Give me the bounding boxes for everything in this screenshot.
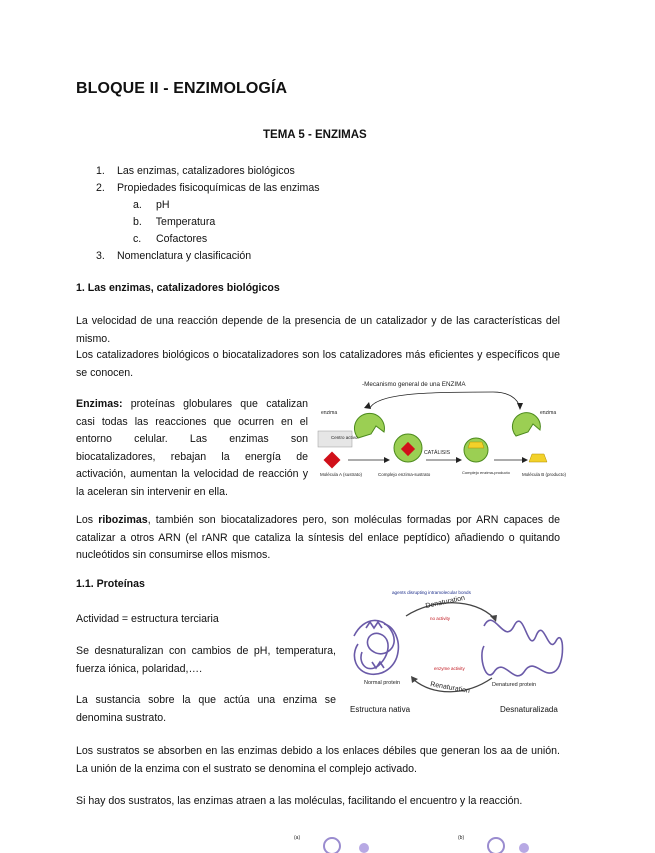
toc-number: 1. [96,165,105,177]
arrow-head-icon [384,457,390,463]
toc-item-1 [96,165,295,177]
paragraph-velocidad: La velocidad de una reacción depende de la presencia de un catalizador y de las características del mismo. [76,315,560,345]
product-in-complex [468,442,484,448]
label-renaturation: Renaturation [429,681,471,695]
paragraph-enzimas [76,396,308,501]
paragraph-actividad: Actividad = estructura terciaria [76,613,219,625]
protein-denaturation-figure [344,586,572,718]
paragraph-catalizadores: Los catalizadores biológicos o biocatalizadores son los catalizadores más eficientes y específicos que se conocen. [76,349,560,379]
term-ribozimas: ribozimas [98,514,148,526]
paragraph-sustancia: La sustancia sobre la que actúa una enzima se denomina sustrato. [76,694,336,724]
toc-label: Propiedades fisicoquímicas de las enzimas [116,182,320,194]
section-heading: 1. Las enzimas, catalizadores biológicos [76,282,280,294]
enzyme-product-complex-shape [464,438,488,462]
arrow-head-icon [517,403,523,410]
label-enzima-left: enzima [321,410,338,416]
toc-label: Temperatura [155,216,216,228]
label-complejo: Complejo enzima-sustrato [378,472,431,477]
label-desnaturalizada: Desnaturalizada [500,705,558,714]
protein-blob-a2 [359,843,369,853]
enzyme-mechanism-diagram [318,378,567,496]
protein-blob-b [488,838,504,853]
toc-subitem-a [133,199,170,211]
enzyme-shape-right [512,413,540,436]
ribo-prefix: Los [76,514,99,526]
toc-label: Las enzimas, catalizadores biológicos [116,165,295,177]
protein-blob-a [324,838,340,853]
label-denaturation: Denaturation [424,594,466,610]
arrow-head-icon [364,402,371,409]
definition-enzimas: proteínas globulares que catalizan casi todas las reacciones que ocurren en el entorno celular. Las enzimas son biocatalizadores, rebajan la energía de activación, aumentan la velocidad de reacción y la aceleran sin intervenir en ella. [76,398,308,498]
caption-top: agents disrupting intramolecular bonds [392,590,471,595]
label-normal-protein: Normal protein [364,680,401,686]
label-molecula-b: Molécula B (producto) [522,472,567,477]
mechanism-title: -Mecanismo general de una ENZIMA [362,381,466,388]
label-estructura-nativa: Estructura nativa [350,705,411,714]
bottom-figure-graphic [286,830,556,848]
label-enzima-right: enzima [540,410,557,416]
label-complejo-ep: Complejo enzima-producto [462,470,510,475]
paragraph-desnaturalizan: Se desnaturalizan con cambios de pH, temperatura, fuerza iónica, polaridad,…. [76,645,336,675]
toc-label: Nomenclatura y clasificación [116,250,252,262]
paragraph-sustratos: Los sustratos se absorben en las enzimas debido a los enlaces débiles que generan los aa de unión. La unión de la enzima con el sustrato se denomina el complejo activado. [76,745,560,775]
paragraph-ribozimas [76,512,560,565]
label-no-activity: no activity [430,616,451,621]
label-b: (b) [458,835,465,841]
product-b-shape [529,454,547,462]
toc-letter: a. [133,199,142,211]
page-title: BLOQUE II - ENZIMOLOGÍA [76,80,288,97]
paragraph-dos-sustratos: Si hay dos sustratos, las enzimas atraen a las moléculas, facilitando el encuentro y la reacción. [76,795,523,807]
enzyme-shape-left [354,413,384,438]
label-enzyme-activity: enzyme activity [434,666,465,671]
protein-denaturation-diagram [344,586,572,718]
arrow-head-icon [456,457,462,463]
term-enzimas: Enzimas: [76,398,123,410]
label-centro-activo: Centro activo [331,435,358,440]
substrate-a-shape [324,452,341,469]
definition-ribozimas: , también son biocatalizadores pero, son moléculas formadas por ARN capaces de catalizar a otros ARN (el rANR que cataliza la síntesis del enlace peptídico) añadiendo o quitando nucleótidos sin consumirse ellos mismos. [76,514,560,561]
toc-subitem-b [133,216,215,228]
enzyme-mechanism-figure [318,378,567,496]
recycle-arrow [370,392,520,408]
arrow-head-icon [522,457,528,463]
native-protein-shape [354,620,398,674]
toc-item-3 [96,250,251,262]
toc-label: pH [155,199,170,211]
label-molecula-a: Molécula A (sustrato) [320,472,363,477]
toc-letter: c. [133,233,142,245]
toc-subitem-c [133,233,207,245]
label-denatured-protein: Denatured protein [492,682,537,688]
label-catalisis: CATÁLISIS [424,450,451,456]
section-heading: 1.1. Proteínas [76,578,145,590]
bottom-figure [286,830,556,848]
protein-blob-b2 [519,843,529,853]
toc-letter: b. [133,216,142,228]
label-a: (a) [294,835,301,841]
toc-item-2 [96,182,320,194]
toc-number: 2. [96,182,105,194]
toc-number: 3. [96,250,105,262]
section-title: TEMA 5 - ENZIMAS [263,129,367,141]
toc-label: Cofactores [155,233,208,245]
denatured-protein-shape [482,620,563,676]
